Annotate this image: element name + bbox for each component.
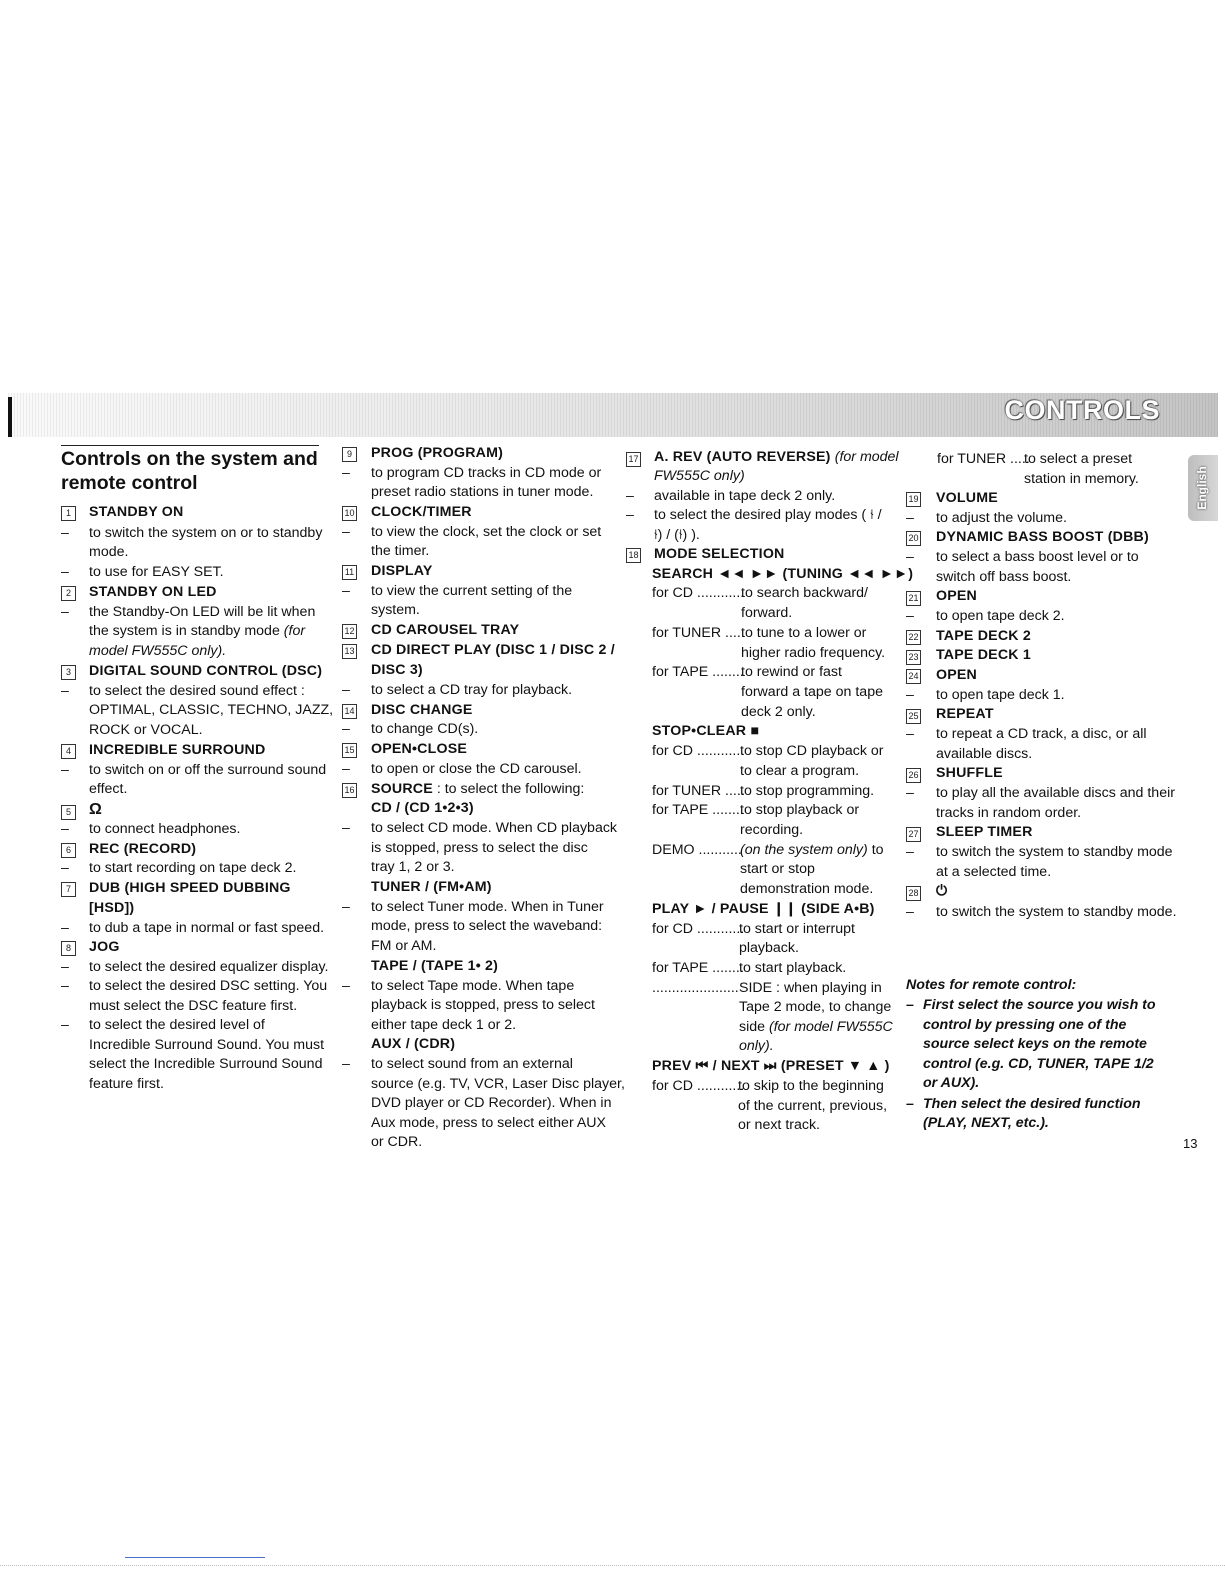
item-number: 15	[342, 743, 357, 758]
row-text: start or stop	[740, 861, 815, 877]
item-title: VOLUME	[936, 490, 998, 506]
row-label: for CD ............	[652, 1078, 745, 1094]
bullet-dash: –	[342, 820, 350, 836]
desc-italic: (for	[283, 623, 306, 639]
bullet-dash: –	[61, 920, 69, 936]
item-desc: feature first.	[89, 1076, 164, 1092]
bullet-dash: –	[61, 525, 69, 541]
item-number: 2	[61, 586, 76, 601]
bullet-dash: –	[626, 488, 634, 504]
note-line: control (e.g. CD, TUNER, TAPE 1/2	[923, 1056, 1154, 1072]
item-number: 13	[342, 644, 357, 659]
row-text: to stop programming.	[740, 783, 875, 799]
item-desc: effect.	[89, 781, 128, 797]
item-title: CLOCK/TIMER	[371, 504, 472, 520]
row-text: to start or interrupt	[739, 921, 855, 937]
row-text: to tune to a lower or	[741, 625, 867, 641]
bullet-dash: –	[342, 524, 350, 540]
row-text: of the current, previous,	[738, 1098, 888, 1114]
row-text: Tape 2 mode, to change	[739, 999, 892, 1015]
item-number: 27	[906, 827, 921, 842]
item-desc: to select CD mode. When CD playback	[371, 820, 618, 836]
item-number: 11	[342, 565, 357, 580]
bullet-dash: –	[342, 583, 350, 599]
item-desc	[89, 622, 305, 642]
row-text: forward.	[741, 605, 793, 621]
item-number: 6	[61, 843, 76, 858]
row-text: SIDE : when playing in	[739, 980, 882, 996]
item-desc: to select Tuner mode. When in Tuner	[371, 899, 604, 915]
item-desc: to adjust the volume.	[936, 510, 1067, 526]
item-desc: to play all the available discs and their	[936, 785, 1175, 801]
item-title: DISC CHANGE	[371, 702, 473, 718]
page-number: 13	[1183, 1136, 1198, 1151]
bullet-dash: –	[342, 761, 350, 777]
row-text: demonstration mode.	[740, 881, 874, 897]
row-italic: (for model FW555C	[768, 1019, 893, 1035]
item-desc: to select the desired level of	[89, 1017, 265, 1033]
power-icon: ⏻	[936, 883, 948, 899]
item-number: 16	[342, 783, 357, 798]
row-label: for TAPE ........	[652, 664, 744, 680]
bullet-dash: –	[61, 821, 69, 837]
row-text: to rewind or fast	[741, 664, 842, 680]
bullet-dash: –	[342, 978, 350, 994]
item-title: INCREDIBLE SURROUND	[89, 742, 266, 758]
note-line: First select the source you wish to	[923, 997, 1156, 1013]
item-number: 28	[906, 886, 921, 901]
item-desc: must select the DSC feature first.	[89, 998, 298, 1014]
bullet-dash: –	[61, 604, 69, 620]
note-line: source select keys on the remote	[923, 1036, 1147, 1052]
item-number: 1	[61, 506, 76, 521]
note-line: control by pressing one of the	[923, 1017, 1127, 1033]
sub-title: TAPE / (TAPE 1• 2)	[371, 958, 499, 974]
item-desc: Incredible Surround Sound. You must	[89, 1037, 325, 1053]
sub-title: SEARCH ◄◄ ►► (TUNING ◄◄ ►►)	[652, 566, 914, 582]
row-text: to select a preset	[1024, 451, 1133, 467]
item-desc: to select the desired sound effect :	[89, 683, 305, 699]
row-label: DEMO ...........	[652, 842, 742, 858]
item-number: 21	[906, 591, 921, 606]
item-desc: tray 1, 2 or 3.	[371, 859, 455, 875]
bullet-dash: –	[906, 726, 914, 742]
row-text: to clear a program.	[740, 763, 860, 779]
item-desc: to select the desired play modes ( ⫮ /	[654, 507, 882, 523]
heading-rule	[61, 445, 319, 446]
row-text	[739, 1018, 893, 1038]
item-title: JOG	[89, 939, 120, 955]
bullet-dash: –	[626, 507, 634, 523]
item-desc: to select sound from an external	[371, 1056, 573, 1072]
banner-marker	[8, 397, 12, 437]
item-desc: OPTIMAL, CLASSIC, TECHNO, JAZZ,	[89, 702, 334, 718]
item-desc: to select a bass boost level or to	[936, 549, 1139, 565]
item-desc: FM or AM.	[371, 938, 437, 954]
section-heading-line-2: remote control	[61, 472, 198, 494]
item-title: DISPLAY	[371, 563, 433, 579]
bullet-dash: –	[61, 978, 69, 994]
bullet-dash: –	[61, 564, 69, 580]
item-desc: DVD player or CD Recorder). When in	[371, 1095, 612, 1111]
item-number: 8	[61, 941, 76, 956]
item-number: 23	[906, 650, 921, 665]
headphones-icon: Ω	[89, 801, 103, 818]
item-title: OPEN•CLOSE	[371, 741, 468, 757]
item-title: TAPE DECK 2	[936, 628, 1031, 644]
item-title: CD CAROUSEL TRAY	[371, 622, 520, 638]
row-text: to stop playback or	[740, 802, 860, 818]
bullet-dash: –	[906, 997, 914, 1013]
item-number: 20	[906, 531, 921, 546]
row-text: recording.	[740, 822, 804, 838]
bullet-dash: –	[342, 899, 350, 915]
bullet-dash: –	[61, 1017, 69, 1033]
desc-text: the system is in standby mode	[89, 623, 284, 639]
item-title	[371, 780, 584, 800]
item-number: 7	[61, 882, 76, 897]
row-text: only).	[739, 1038, 774, 1054]
item-title: CD DIRECT PLAY (DISC 1 / DISC 2 /	[371, 642, 615, 658]
item-title: SHUFFLE	[936, 765, 1003, 781]
item-desc: the timer.	[371, 543, 430, 559]
title-text: A. REV (AUTO REVERSE)	[654, 449, 835, 465]
item-desc: switch off bass boost.	[936, 569, 1072, 585]
item-desc: available discs.	[936, 746, 1033, 762]
item-title: TAPE DECK 1	[936, 647, 1031, 663]
item-desc: playback is stopped, press to select	[371, 997, 595, 1013]
note-line: Then select the desired function	[923, 1096, 1141, 1112]
bullet-dash: –	[342, 1056, 350, 1072]
item-title: STANDBY ON	[89, 504, 184, 520]
item-desc: to switch the system to standby mode.	[936, 904, 1177, 920]
bullet-dash: –	[342, 721, 350, 737]
item-number: 22	[906, 630, 921, 645]
bullet-dash: –	[342, 465, 350, 481]
source-desc: : to select the following:	[432, 781, 585, 797]
sub-title: PLAY ► / PAUSE ❙❙ (SIDE A•B)	[652, 901, 875, 917]
item-desc: to repeat a CD track, a disc, or all	[936, 726, 1147, 742]
item-desc: available in tape deck 2 only.	[654, 488, 836, 504]
item-title: SLEEP TIMER	[936, 824, 1033, 840]
title-italic: (for model	[834, 449, 899, 465]
row-text-a: side	[739, 1019, 769, 1035]
bullet-dash: –	[906, 608, 914, 624]
sub-title: STOP•CLEAR ■	[652, 723, 760, 739]
item-title: OPEN	[936, 667, 978, 683]
row-label: for TUNER .....	[652, 625, 745, 641]
item-title: OPEN	[936, 588, 978, 604]
item-number: 9	[342, 447, 357, 462]
item-desc: to use for EASY SET.	[89, 564, 224, 580]
row-text: deck 2 only.	[741, 704, 816, 720]
item-desc: source (e.g. TV, VCR, Laser Disc player,	[371, 1076, 625, 1092]
item-desc: or CDR.	[371, 1134, 423, 1150]
bullet-dash: –	[906, 844, 914, 860]
bullet-dash: –	[342, 682, 350, 698]
bullet-dash: –	[61, 762, 69, 778]
item-title: STANDBY ON LED	[89, 584, 217, 600]
bullet-dash: –	[906, 687, 914, 703]
sub-title: CD / (CD 1•2•3)	[371, 800, 474, 816]
footer-dotted-rule	[0, 1565, 1225, 1566]
note-line: (PLAY, NEXT, etc.).	[923, 1115, 1049, 1131]
item-desc: tracks in random order.	[936, 805, 1082, 821]
item-title: PROG (PROGRAM)	[371, 445, 504, 461]
item-number: 25	[906, 709, 921, 724]
item-number: 5	[61, 805, 76, 820]
item-title: DYNAMIC BASS BOOST (DBB)	[936, 529, 1149, 545]
item-title: DISC 3)	[371, 662, 423, 678]
row-text: to stop CD playback or	[740, 743, 884, 759]
item-desc: to change CD(s).	[371, 721, 479, 737]
item-desc: to select the desired equalizer display.	[89, 959, 329, 975]
row-text	[740, 841, 884, 861]
item-desc: to switch the system to standby mode	[936, 844, 1173, 860]
item-desc: to view the clock, set the clock or set	[371, 524, 602, 540]
bullet-dash: –	[906, 510, 914, 526]
row-label: for TAPE ........	[652, 802, 744, 818]
bullet-dash: –	[61, 959, 69, 975]
item-desc: Aux mode, press to select either AUX	[371, 1115, 606, 1131]
item-desc: ⫮) / (⫮) ).	[654, 527, 700, 543]
item-desc: to select the desired DSC setting. You	[89, 978, 328, 994]
item-title: DIGITAL SOUND CONTROL (DSC)	[89, 663, 323, 679]
row-label: ......................	[652, 980, 739, 996]
item-number: 14	[342, 704, 357, 719]
row-text: to search backward/	[741, 585, 868, 601]
notes-title: Notes for remote control:	[906, 977, 1077, 993]
item-desc: the Standby-On LED will be lit when	[89, 604, 316, 620]
item-desc: to switch on or off the surround sound	[89, 762, 327, 778]
page-title: CONTROLS	[1004, 395, 1160, 425]
item-desc: to open tape deck 1.	[936, 687, 1065, 703]
item-desc: system.	[371, 602, 420, 618]
item-title: REPEAT	[936, 706, 994, 722]
item-number: 26	[906, 768, 921, 783]
item-number: 4	[61, 744, 76, 759]
row-label: for CD ............	[652, 585, 745, 601]
language-tab-label: English	[1195, 466, 1210, 510]
row-italic: (on the system only)	[740, 842, 868, 858]
item-number: 19	[906, 492, 921, 507]
sub-title: AUX / (CDR)	[371, 1036, 456, 1052]
bullet-dash: –	[906, 904, 914, 920]
item-desc: to connect headphones.	[89, 821, 241, 837]
item-number: 3	[61, 665, 76, 680]
row-text: to start playback.	[739, 960, 847, 976]
item-desc: mode.	[89, 544, 129, 560]
item-number: 24	[906, 669, 921, 684]
section-banner	[8, 393, 1218, 437]
item-number: 17	[626, 452, 641, 467]
bullet-dash: –	[61, 860, 69, 876]
bullet-dash: –	[61, 683, 69, 699]
row-label: for TUNER .....	[652, 783, 745, 799]
bullet-dash: –	[906, 1096, 914, 1112]
item-desc: to switch the system on or to standby	[89, 525, 323, 541]
item-desc: to open tape deck 2.	[936, 608, 1065, 624]
footer-line	[125, 1557, 265, 1558]
item-title	[654, 448, 899, 468]
source-title: SOURCE	[371, 781, 433, 797]
bullet-dash: –	[906, 785, 914, 801]
section-heading-line-1: Controls on the system and	[61, 448, 318, 470]
item-desc: to program CD tracks in CD mode or	[371, 465, 602, 481]
item-desc: select the Incredible Surround Sound	[89, 1056, 323, 1072]
item-desc: to select a CD tray for playback.	[371, 682, 573, 698]
item-desc: at a selected time.	[936, 864, 1052, 880]
item-title: DUB (HIGH SPEED DUBBING	[89, 880, 291, 896]
row-label: for CD ............	[652, 743, 745, 759]
item-number: 10	[342, 506, 357, 521]
item-desc: to select Tape mode. When tape	[371, 978, 575, 994]
note-line: or AUX).	[923, 1075, 980, 1091]
sub-title: PREV ⏮ / NEXT ⏭ (PRESET ▼ ▲ )	[652, 1058, 890, 1074]
item-desc: to view the current setting of the	[371, 583, 573, 599]
row-text: station in memory.	[1024, 471, 1139, 487]
row-text: to skip to the beginning	[738, 1078, 884, 1094]
item-desc: to start recording on tape deck 2.	[89, 860, 297, 876]
item-desc: ROCK or VOCAL.	[89, 722, 203, 738]
row-text: or next track.	[738, 1117, 821, 1133]
item-desc: preset radio stations in tuner mode.	[371, 484, 594, 500]
item-number: 18	[626, 548, 641, 563]
item-desc: is stopped, press to select the disc	[371, 840, 588, 856]
item-desc: to dub a tape in normal or fast speed.	[89, 920, 325, 936]
item-title: [HSD])	[89, 900, 135, 916]
item-desc: to open or close the CD carousel.	[371, 761, 582, 777]
item-title: REC (RECORD)	[89, 841, 197, 857]
row-label: for TUNER .....	[937, 451, 1030, 467]
row-text: forward a tape on tape	[741, 684, 883, 700]
item-desc: either tape deck 1 or 2.	[371, 1017, 517, 1033]
row-label: for CD ............	[652, 921, 745, 937]
item-desc: mode, press to select the waveband:	[371, 918, 603, 934]
row-label: for TAPE ........	[652, 960, 744, 976]
bullet-dash: –	[906, 549, 914, 565]
row-text: higher radio frequency.	[741, 645, 886, 661]
row-text: playback.	[739, 940, 799, 956]
language-tab	[1188, 455, 1218, 521]
item-title-cont: FW555C only)	[654, 468, 745, 484]
row-text-after: to	[867, 842, 884, 858]
sub-title: TUNER / (FM•AM)	[371, 879, 492, 895]
item-desc: model FW555C only).	[89, 643, 227, 659]
item-number: 12	[342, 624, 357, 639]
item-title: MODE SELECTION	[654, 546, 785, 562]
